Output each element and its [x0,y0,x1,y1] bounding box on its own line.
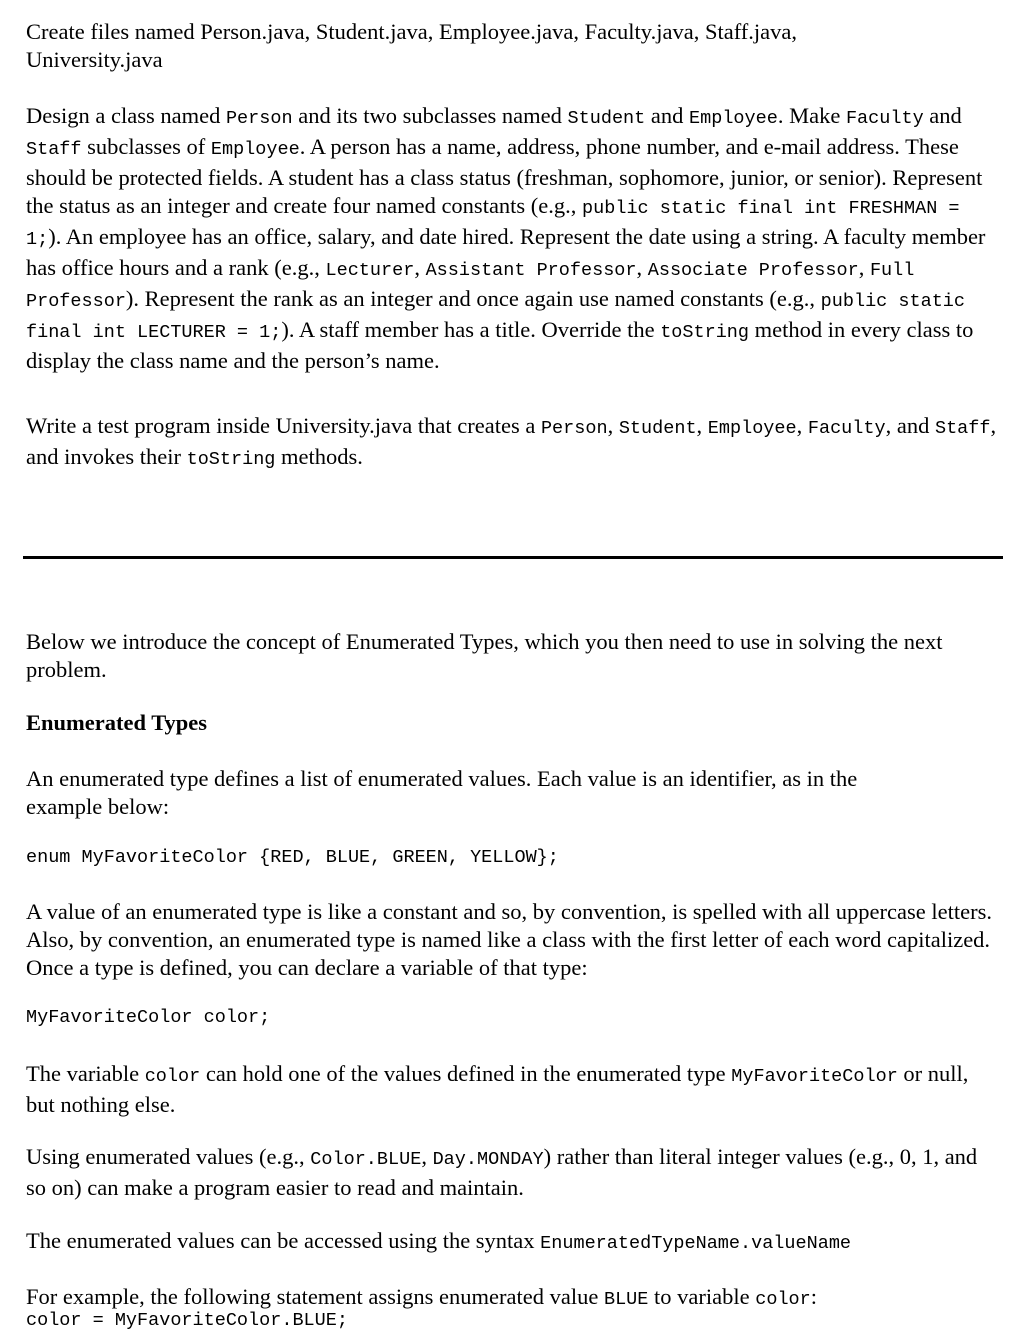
text: : [810,1284,818,1309]
text: , [636,255,648,280]
code-student: Student [567,108,646,129]
text: ) rather than literal integer values (e.g., 0, 1, and so on) can make a program easier to read and maintain. [26,1144,978,1200]
code-freshman-constant: public static final int FRESHMAN = 1; [26,198,960,250]
files-instruction-line-2: University.java [26,47,163,72]
access-syntax-paragraph [26,1227,1001,1258]
intro-paragraph: Below we introduce the concept of Enumerated Types, which you then need to use in solving the next problem. [26,629,943,682]
code-color-blue: Color.BLUE [310,1149,422,1170]
text: ). A staff member has a title. Override the [281,317,661,342]
text: , [696,413,708,438]
variable-values-paragraph [26,1060,1002,1119]
section-heading: Enumerated Types [26,710,208,735]
code-color: color [755,1289,811,1310]
code-lecturer-constant: public static final int LECTURER = 1; [26,291,965,343]
code-faculty: Faculty [845,108,924,129]
text: can hold one of the values defined in the enumerated type [200,1061,732,1086]
text: method in every class to display the class name and the person’s name. [26,317,974,373]
code-employee: Employee [707,418,797,439]
code-faculty: Faculty [807,418,886,439]
variable-declaration-code: MyFavoriteColor color; [26,1007,271,1028]
enum-definition-paragraph: An enumerated type defines a list of enumerated values. Each value is an identifier, as in the example below: [26,766,858,819]
text: , and [885,413,935,438]
code-assistant-professor: Assistant Professor [425,260,637,281]
code-employee: Employee [210,139,300,160]
text: , [858,255,870,280]
text: Using enumerated values (e.g., [26,1144,311,1169]
text: , [414,255,426,280]
code-color: color [144,1066,201,1087]
code-day-monday: Day.MONDAY [432,1149,544,1170]
code-student: Student [618,418,697,439]
text: and [923,103,962,128]
code-associate-professor: Associate Professor [647,260,859,281]
text: Write a test program inside University.java that creates a [26,413,541,438]
enum-declaration-code: enum MyFavoriteColor {RED, BLUE, GREEN, YELLOW}; [26,847,559,868]
code-person: Person [225,108,293,129]
code-myfavoritecolor: MyFavoriteColor [731,1066,898,1087]
code-staff: Staff [934,418,991,439]
text: . A person has a name, address, phone number, and e-mail address. These should be protected fields. A student has a class status (freshman, sophomore, junior, or senior). Represent the status as an integer and create four named constants (e.g., [26,134,983,218]
text: , [421,1144,433,1169]
code-tostring: toString [660,322,750,343]
text: methods. [275,444,363,469]
text: The enumerated values can be accessed using the syntax [26,1228,541,1253]
code-blue: BLUE [603,1289,649,1310]
class-design-paragraph [26,102,1002,375]
text: and its two subclasses named [292,103,568,128]
text: ). Represent the rank as an integer and once again use named constants (e.g., [125,286,821,311]
text: ). An employee has an office, salary, and date hired. Represent the date using a string. A faculty member has office hours and a rank (e.g., [26,224,986,280]
text: or null, but nothing else. [26,1061,969,1117]
text: and [645,103,690,128]
section-divider [23,556,1003,559]
assignment-code: color = MyFavoriteColor.BLUE; [26,1310,348,1331]
text: , [796,413,808,438]
text: Design a class named [26,103,226,128]
text: , and invokes their [26,413,997,469]
code-employee: Employee [689,108,778,129]
code-lecturer: Lecturer [325,260,415,281]
code-access-syntax: EnumeratedTypeName.valueName [540,1233,852,1254]
code-tostring: toString [186,449,276,470]
text: subclasses of [81,134,211,159]
text: For example, the following statement assigns enumerated value [26,1284,604,1309]
test-program-paragraph [26,412,1002,474]
enum-benefit-paragraph [26,1143,996,1202]
text: . Make [777,103,846,128]
enum-convention-paragraph: A value of an enumerated type is like a constant and so, by convention, is spelled with all uppercase letters. Also, by convention, an enumerated type is named like a class with the first letter of each word capitalized. Once a type is defined, you can declare a variable of that type: [26,899,992,980]
files-instruction-line-1: Create files named Person.java, Student.java, Employee.java, Faculty.java, Staff.java, [26,19,797,44]
code-person: Person [540,418,608,439]
text: , [607,413,619,438]
files-instruction-paragraph [26,18,1001,74]
text: The variable [26,1061,145,1086]
text: to variable [648,1284,756,1309]
code-staff: Staff [26,139,82,160]
code-full-professor: Full Professor [26,260,915,312]
